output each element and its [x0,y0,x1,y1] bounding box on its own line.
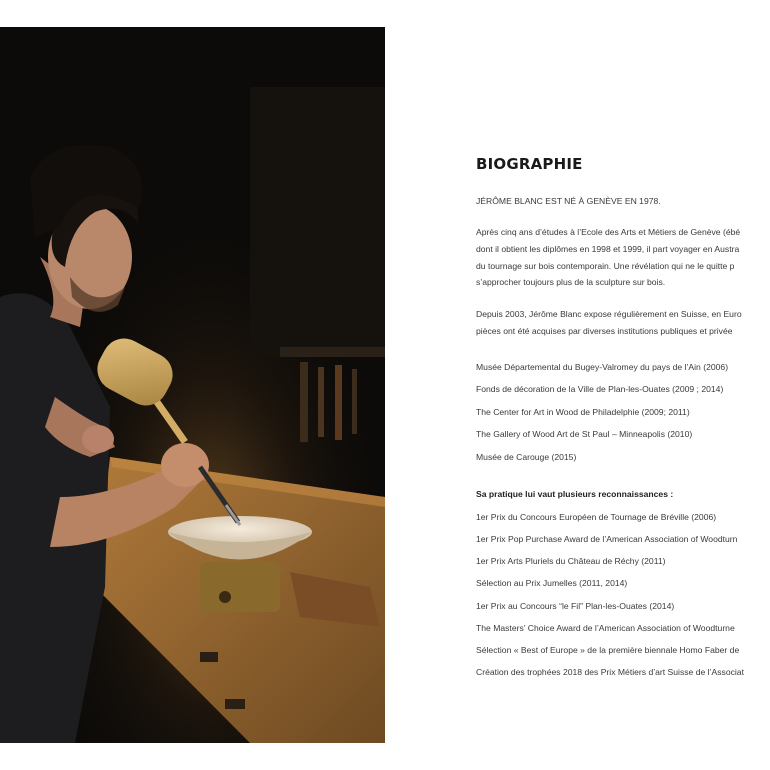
birth-statement: JÉRÔME BLANC EST NÉ À GENÈVE EN 1978. [476,196,661,206]
award-item: 1er Prix du Concours Européen de Tournage de Bréville (2006) [476,512,717,522]
award-item: 1er Prix Arts Pluriels du Château de Réchy (2011) [476,556,666,566]
exhibitions-line: pièces ont été acquises par diverses institutions publiques et privée [476,326,733,336]
award-item: Création des trophées 2018 des Prix Métiers d’art Suisse de l’Associat [476,667,744,677]
biography-title: BIOGRAPHIE [476,155,583,173]
exhibitions-line: Depuis 2003, Jérôme Blanc expose régulièrement en Suisse, en Euro [476,309,742,319]
studies-line: dont il obtient les diplômes en 1998 et 1999, il part voyager en Austra [476,244,740,254]
award-item: 1er Prix au Concours “le Fil” Plan-les-Ouates (2014) [476,601,675,611]
award-item: 1er Prix Pop Purchase Award de l’American Association of Woodturn [476,534,738,544]
workshop-photo [0,27,385,743]
woodturner-illustration [0,27,385,743]
collection-item: The Center for Art in Wood de Philadelphie (2009; 2011) [476,407,690,417]
studies-line: s’approcher toujours plus de la sculpture sur bois. [476,277,666,287]
collection-item: Musée Départemental du Bugey-Valromey du pays de l’Ain (2006) [476,362,729,372]
award-item: Sélection « Best of Europe » de la première biennale Homo Faber de [476,645,740,655]
collection-item: Fonds de décoration de la Ville de Plan-les-Ouates (2009 ; 2014) [476,384,724,394]
collection-item: Musée de Carouge (2015) [476,452,577,462]
award-item: Sélection au Prix Jumelles (2011, 2014) [476,578,628,588]
biography-section [476,150,770,710]
studies-line: du tournage sur bois contemporain. Une révélation qui ne le quitte p [476,261,735,271]
studies-line: Après cinq ans d’études à l’Ecole des Arts et Métiers de Genève (ébé [476,227,741,237]
collection-item: The Gallery of Wood Art de St Paul – Minneapolis (2010) [476,429,693,439]
awards-heading: Sa pratique lui vaut plusieurs reconnaissances : [476,489,674,499]
award-item: The Masters’ Choice Award de l’American Association of Woodturne [476,623,735,633]
